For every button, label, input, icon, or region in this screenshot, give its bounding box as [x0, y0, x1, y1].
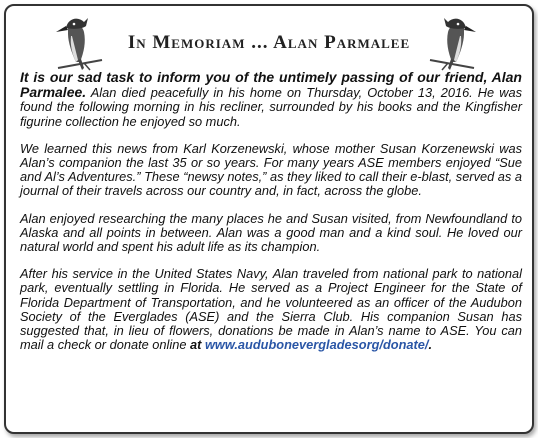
donate-link[interactable]: www.audubonevergladesorg/donate/ — [204, 337, 429, 353]
paragraph-3: Alan enjoyed researching the many places he and Susan visited, from Newfoundland to Alaska and all points in between. Alan was a good man and a kind soul. He loved our natural world and spent his adult life as its champion. — [20, 210, 522, 255]
lead-sentence: It is our sad task to inform you of the untimely passing of our friend, Alan Parmalee. — [20, 69, 522, 101]
paragraph-4-end: . — [428, 337, 433, 353]
at-word: at — [190, 337, 205, 353]
kingfisher-bird-icon-right — [426, 12, 478, 72]
paragraph-4 — [20, 267, 522, 352]
memorial-text — [20, 70, 522, 365]
paragraph-4-text: After his service in the United States Navy, Alan traveled from national park to national park, eventually settling in Florida. He served as a Project Engineer for the State of Florida Department of Transportation, and he volunteered as an officer of the Audubon Society of the Everglades (ASE) and the Sierra Club. His companion Susan has suggested that, in lieu of flowers, donations be made in Alan’s name to ASE. You can mail a check or donate online — [20, 266, 522, 353]
paragraph-1 — [20, 70, 522, 129]
page-title: In Memoriam ... Alan Parmalee — [127, 32, 411, 53]
paragraph-1-rest: Alan died peacefully in his home on Thursday, October 13, 2016. He was found the following morning in his recliner, surrounded by his books and the Kingfisher figurine collection he enjoyed so much. — [20, 85, 522, 129]
memorial-notice-box — [4, 4, 534, 434]
paragraph-2: We learned this news from Karl Korzenewski, whose mother Susan Korzenewski was Alan’s companion the last 35 or so years. For many years ASE members enjoyed “Sue and Al’s Adventures.” These “newsy notes,” as they liked to call their e-blast, served as a journal of their travels across our country and, in fact, across the globe. — [20, 140, 522, 199]
